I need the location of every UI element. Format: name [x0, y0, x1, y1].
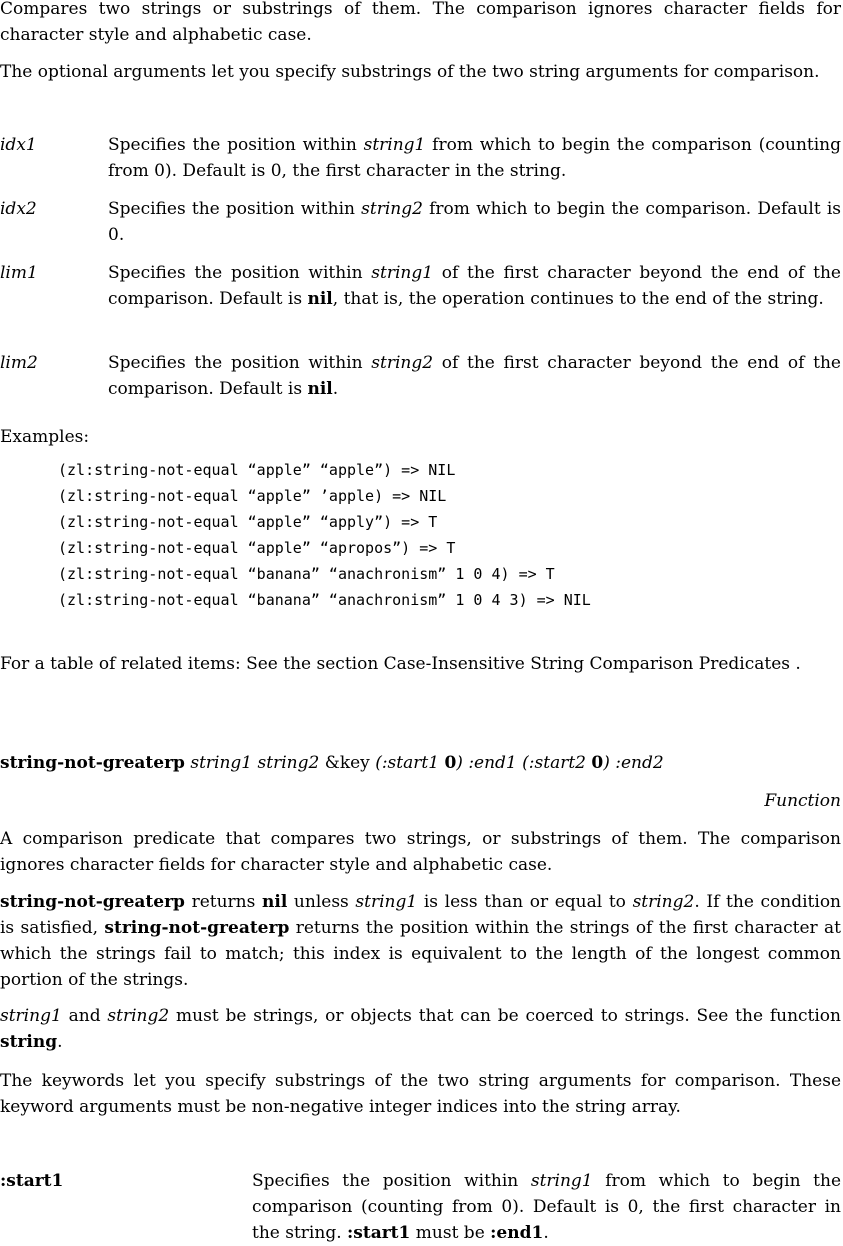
arg-term: lim2	[0, 353, 38, 373]
code-example-line: (zl:string-not-equal “apple” ’apple) => NIL	[58, 487, 447, 505]
code-example-line: (zl:string-not-equal “banana” “anachronism” 1 0 4) => T	[58, 565, 555, 583]
arg-definition: Specifies the position within string2 from which to begin the comparison. Default is 0.	[108, 199, 842, 245]
keyword-term: :start1	[0, 1171, 64, 1191]
arg-definition: Specifies the position within string2 of the first character beyond the end of the comparison. Default is nil.	[108, 353, 841, 399]
keyword-definition: Specifies the position within string1 from which to begin the comparison (counting from 0). Default is 0, the first character in the string. :start1 must be :end1.	[252, 1171, 841, 1243]
intro-paragraph-1: Compares two strings or substrings of them. The comparison ignores character fields for character style and alphabetic case.	[0, 0, 841, 45]
arg-definition: Specifies the position within string1 from which to begin the comparison (counting from 0). Default is 0, the first character in the string.	[108, 135, 842, 181]
function-signature: string-not-greaterp string1 string2 &key (:start1 0) :end1 (:start2 0) :end2	[0, 753, 664, 773]
function-paragraph-4: The keywords let you specify substrings of the two string arguments for comparison. These keyword arguments must be non-negative integer indices into the string array.	[0, 1071, 841, 1117]
intro-paragraph-2: The optional arguments let you specify substrings of the two string arguments for comparison.	[0, 62, 820, 82]
arg-term: idx1	[0, 135, 37, 155]
code-example-line: (zl:string-not-equal “banana” “anachronism” 1 0 4 3) => NIL	[58, 591, 591, 609]
function-paragraph-3: string1 and string2 must be strings, or objects that can be coerced to strings. See the function string.	[0, 1006, 841, 1052]
function-paragraph-1: A comparison predicate that compares two strings, or substrings of them. The comparison ignores character fields for character style and alphabetic case.	[0, 829, 841, 875]
code-example-line: (zl:string-not-equal “apple” “apply”) => T	[58, 513, 438, 531]
arg-definition: Specifies the position within string1 of the first character beyond the end of the comparison. Default is nil, that is, the operation continues to the end of the string.	[108, 263, 841, 309]
arg-term: lim1	[0, 263, 38, 283]
arg-term: idx2	[0, 199, 37, 219]
examples-label: Examples:	[0, 427, 90, 447]
function-kind-label: Function	[764, 791, 841, 811]
code-example-line: (zl:string-not-equal “apple” “apropos”) => T	[58, 539, 456, 557]
related-items-link[interactable]: For a table of related items: See the section Case-Insensitive String Comparison Predicates .	[0, 654, 801, 674]
function-paragraph-2: string-not-greaterp returns nil unless string1 is less than or equal to string2. If the condition is satisfied, string-not-greaterp returns the position within the strings of the first character at which the strings fail to match; this index is equivalent to the length of the longest common portion of the strings.	[0, 892, 841, 990]
code-example-line: (zl:string-not-equal “apple” “apple”) => NIL	[58, 461, 456, 479]
